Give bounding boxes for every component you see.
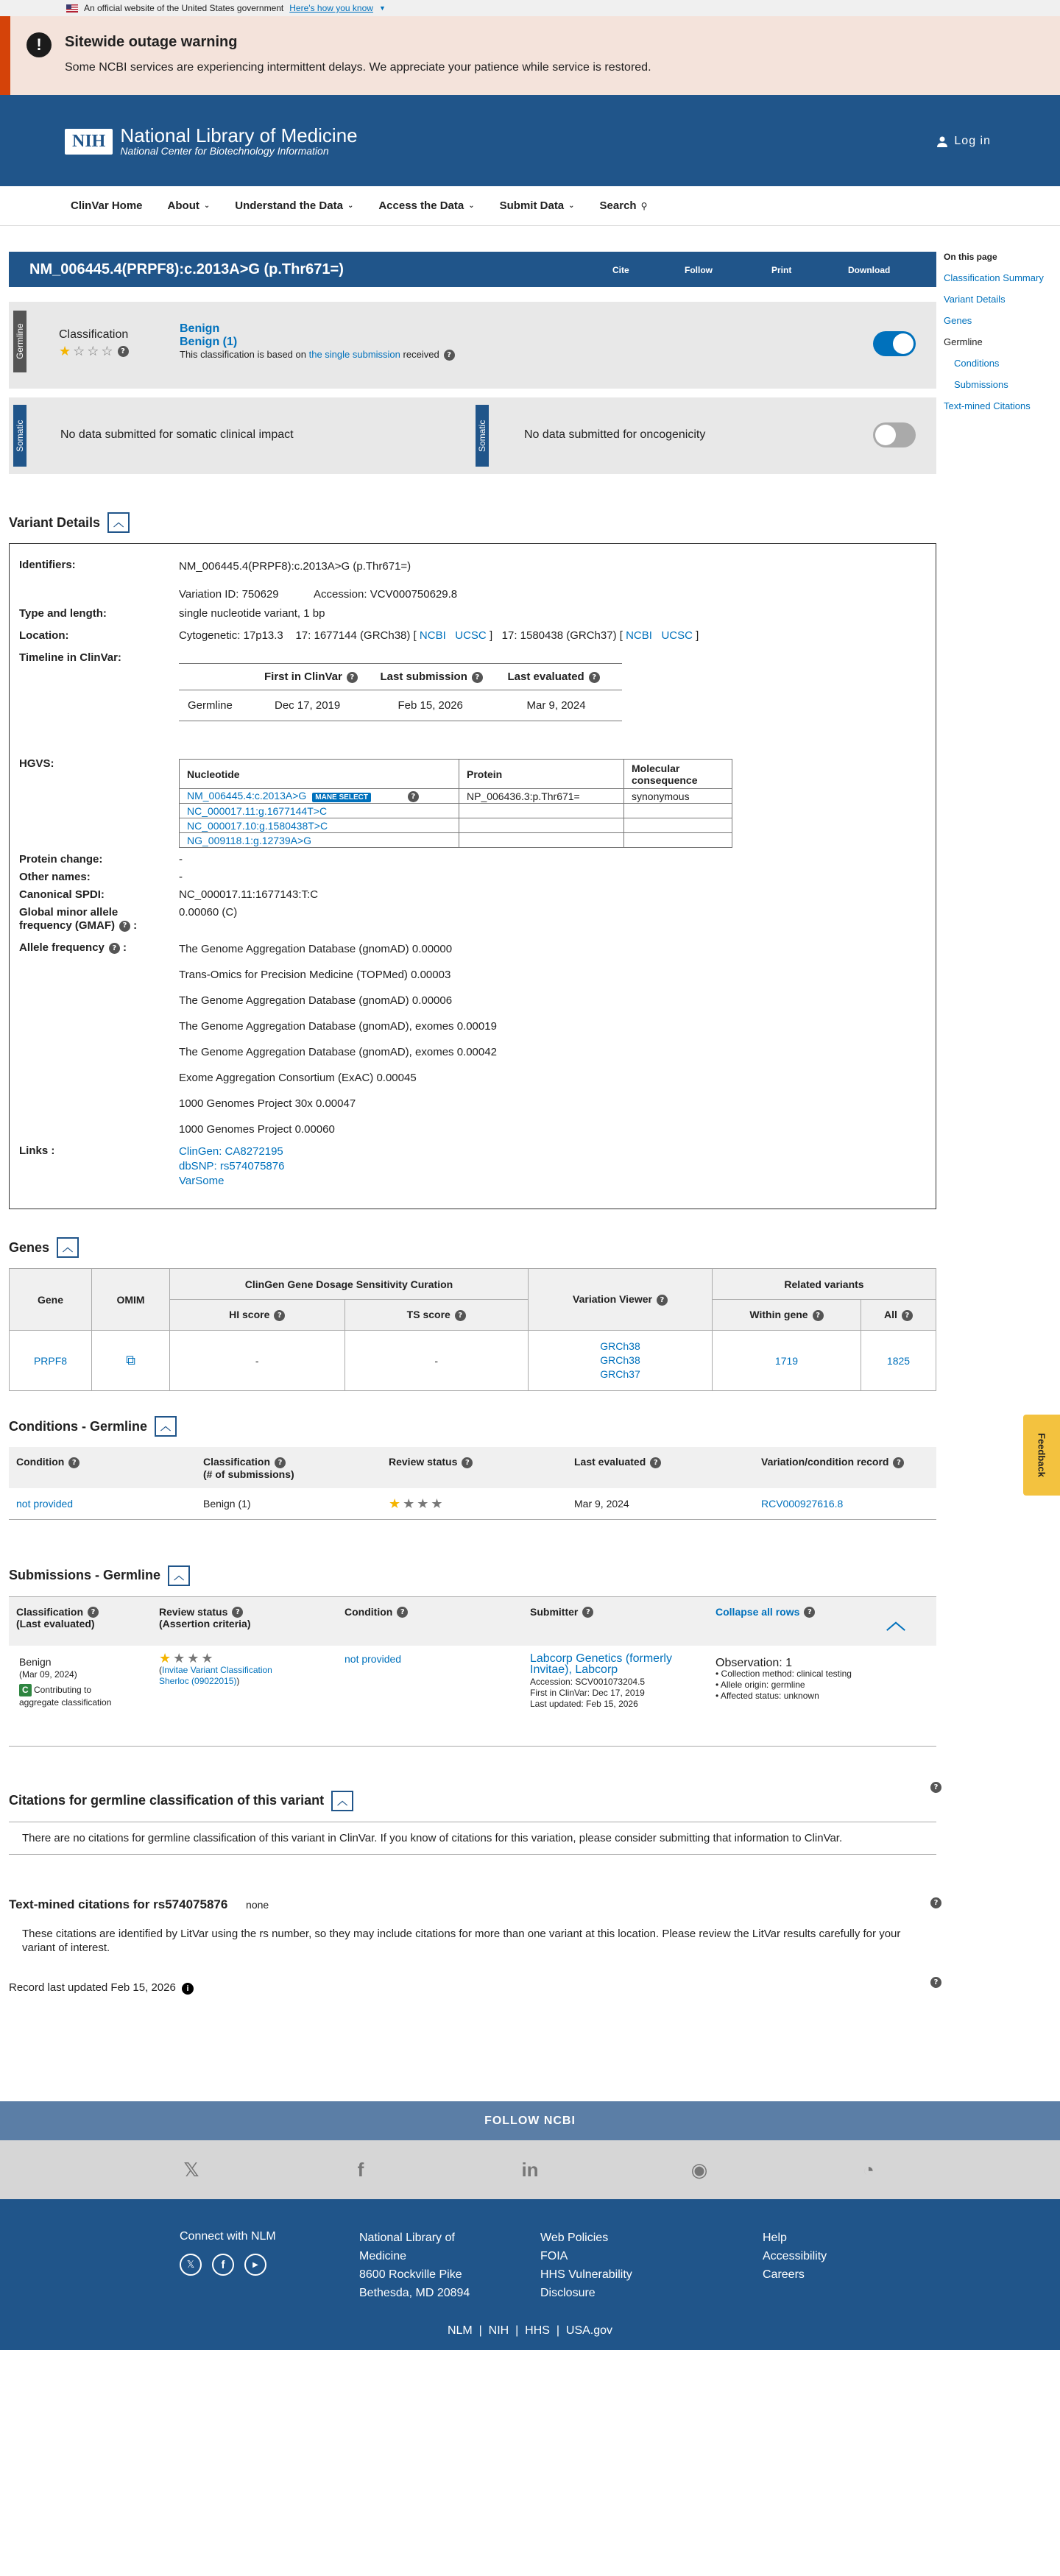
x-icon[interactable]: 𝕏 <box>183 2158 199 2181</box>
chevron-down-icon: ⌄ <box>347 202 354 210</box>
nav-about[interactable] <box>168 199 211 212</box>
ncbi-link[interactable]: NCBI <box>626 629 652 642</box>
basis-text-end: received <box>403 349 439 360</box>
col-header: Condition ? <box>9 1447 196 1488</box>
follow-ncbi-label: FOLLOW NCBI <box>484 2114 576 2127</box>
ucsc-link[interactable]: UCSC <box>661 629 693 642</box>
accessibility-link[interactable]: Accessibility <box>763 2250 827 2262</box>
submission-class: Benign <box>19 1655 52 1668</box>
table-row <box>10 1331 936 1391</box>
help-icon[interactable]: ? <box>657 1295 668 1306</box>
x-icon[interactable]: 𝕏 <box>180 2254 202 2276</box>
submissions-table: Classification ? (Last evaluated) Review status ? (Assertion criteria) Condition ? Submitter ? Collapse all rows ? ︿ Benign (Mar 09, 2024) C Contributing to aggregate classification ★ ★ ★ ★ (Invitae Variant Classification Sherloc (09022015)) not provided Labcorp Genetics (formerly Invitae), Labcorp Accession: SCV001073204.5 First in ClinVar: Dec 17, 2019 Last updated: Feb 15, 2026 Observation: 1 • Collection method: clinical testing • Allele origin: germline • Affected status: unknown <box>9 1596 936 1747</box>
ts-score: - <box>344 1331 529 1391</box>
gov-banner <box>0 0 1060 16</box>
external-link-icon[interactable]: ⧉ <box>126 1353 135 1367</box>
linkedin-icon[interactable]: in <box>521 2158 539 2181</box>
help-icon[interactable]: ? <box>650 1457 661 1468</box>
somatic-tab: Somatic <box>13 405 26 467</box>
nav-label: Search <box>599 199 637 212</box>
col-header: Variation Viewer ? <box>529 1269 713 1331</box>
variant-details-heading <box>9 512 936 533</box>
observation: Observation: 1 <box>716 1656 793 1669</box>
condition-link[interactable]: not provided <box>344 1652 402 1665</box>
basis-text: This classification is based on <box>180 349 306 360</box>
user-icon <box>936 135 948 147</box>
col-header: HI score ? <box>170 1300 345 1331</box>
help-icon[interactable]: ? <box>88 1607 99 1618</box>
col-header: Variation/condition record ? <box>754 1447 936 1488</box>
all-variants-link[interactable]: 1825 <box>886 1354 911 1367</box>
sidebar-item-genes[interactable]: Genes <box>944 315 972 326</box>
variant-title-bar <box>9 252 936 287</box>
youtube-icon[interactable]: ▶ <box>244 2254 266 2276</box>
main-content <box>9 252 939 1995</box>
col-header: Within gene ? <box>713 1300 861 1331</box>
col-header: First in ClinVar ? <box>264 664 381 690</box>
footer-help <box>763 2229 827 2284</box>
other-names-value: - <box>179 871 183 883</box>
citations-text: There are no citations for germline classification of this variant in ClinVar. If you know of citations for this variation, please consider submitting that information to ClinVar. <box>9 1822 936 1855</box>
nih-link[interactable]: NIH <box>488 2324 509 2337</box>
connect-nlm: Connect with NLM <box>180 2230 276 2243</box>
col-header: Molecular consequence <box>624 760 732 789</box>
review-stars: ★ ☆ ☆ ☆ <box>59 344 113 359</box>
on-this-page <box>944 252 1060 422</box>
sidebar-item-germline: Germline <box>944 336 983 347</box>
nav-access[interactable] <box>378 199 474 212</box>
rss-icon[interactable]: ◔ <box>863 2158 875 2181</box>
cite-button[interactable]: Cite <box>612 265 629 275</box>
germline-toggle[interactable] <box>873 331 916 356</box>
protein-change-value: - <box>179 853 183 866</box>
table-row <box>180 818 732 833</box>
genes-table <box>9 1268 936 1391</box>
textmined-text: These citations are identified by LitVar using the rs number, so they may include citations for more than one variant at this location. Please review the LitVar results carefully for your variant of interest. <box>22 1927 901 1954</box>
criteria-link[interactable]: Invitae Variant Classification <box>162 1664 272 1675</box>
section-title: Variant Details <box>9 514 101 530</box>
germline-classification-box <box>9 302 936 389</box>
help-icon[interactable]: ? <box>444 350 455 361</box>
af-item: The Genome Aggregation Database (gnomAD), exomes 0.00042 <box>179 1046 497 1058</box>
gov-banner-text: An official website of the United States government <box>84 3 284 13</box>
identifiers-value: NM_006445.4(PRPF8):c.2013A>G (p.Thr671=) <box>179 560 411 573</box>
foia-link[interactable]: FOIA <box>540 2250 568 2262</box>
clingen-link[interactable]: ClinGen: CA8272195 <box>179 1145 283 1158</box>
observation-bullet: • Collection method: clinical testing <box>716 1668 852 1679</box>
help-icon[interactable]: ? <box>68 1457 80 1468</box>
table-row <box>180 833 732 848</box>
rcv-link[interactable]: RCV000927616.8 <box>761 1497 844 1510</box>
col-header: All ? <box>861 1300 936 1331</box>
timeline-cell: Mar 9, 2024 <box>508 690 622 721</box>
web-policies-link[interactable]: Web Policies <box>540 2232 609 2244</box>
criteria-link[interactable]: Sherloc (09022015) <box>159 1675 237 1686</box>
login-button[interactable] <box>936 135 991 148</box>
condition-classification: Benign (1) <box>203 1497 251 1510</box>
help-icon[interactable]: ? <box>455 1310 466 1321</box>
us-flag-icon <box>66 4 78 13</box>
follow-button[interactable]: Follow <box>685 265 713 275</box>
help-icon[interactable]: ? <box>902 1310 913 1321</box>
af-item: 1000 Genomes Project 0.00060 <box>179 1123 335 1136</box>
contributing-badge: C <box>19 1684 32 1696</box>
hgvs-link[interactable]: NC_000017.10:g.1580438T>C <box>187 819 328 832</box>
github-icon[interactable]: ◉ <box>690 2158 708 2181</box>
af-item: Exome Aggregation Consortium (ExAC) 0.00045 <box>179 1072 417 1084</box>
collapse-icon[interactable]: ︿ <box>107 512 130 533</box>
af-item: The Genome Aggregation Database (gnomAD) 0.00006 <box>179 994 453 1007</box>
help-icon[interactable]: ? <box>930 1782 941 1793</box>
header-title: National Library of Medicine <box>120 124 358 146</box>
citations-heading <box>9 1783 939 1811</box>
identifiers-label: Identifiers: <box>19 559 76 571</box>
protein-change-label: Protein change: <box>19 853 103 866</box>
collapse-icon[interactable]: ︿ <box>57 1237 79 1258</box>
col-header: Review status ? <box>381 1447 567 1488</box>
condition-link[interactable]: not provided <box>16 1497 74 1510</box>
submission-date: (Mar 09, 2024) <box>19 1669 77 1680</box>
other-names-label: Other names: <box>19 871 91 883</box>
chevron-down-icon: ⌄ <box>568 202 575 210</box>
table-row <box>180 789 732 804</box>
submission-first: First in ClinVar: Dec 17, 2019 <box>530 1687 645 1698</box>
col-header: Submitter ? <box>530 1606 593 1618</box>
hhs-link[interactable]: HHS <box>525 2324 550 2337</box>
af-item: 1000 Genomes Project 30x 0.00047 <box>179 1097 356 1110</box>
spdi-value: NC_000017.11:1677143:T:C <box>179 888 319 901</box>
gene-link[interactable]: PRPF8 <box>33 1354 68 1367</box>
gmaf-value: 0.00060 (C) <box>179 906 238 919</box>
help-icon[interactable]: ? <box>118 346 129 357</box>
textmined-heading <box>9 1897 939 1912</box>
conditions-heading <box>9 1416 936 1437</box>
af-list <box>179 936 497 1142</box>
submitter-link[interactable]: Labcorp Genetics (formerly <box>530 1652 672 1665</box>
hgvs-link[interactable]: NM_006445.4:c.2013A>G <box>187 790 307 802</box>
help-icon[interactable]: ? <box>813 1310 824 1321</box>
help-icon[interactable]: ? <box>397 1607 408 1618</box>
hi-score: - <box>170 1331 345 1391</box>
help-icon[interactable]: ? <box>472 672 483 683</box>
classification-count[interactable]: Benign (1) <box>180 336 238 348</box>
footer-policies <box>540 2229 632 2302</box>
exclamation-icon: ! <box>26 32 52 57</box>
collapse-icon[interactable]: ︿ <box>331 1791 353 1811</box>
gmaf-label: Global minor allele frequency (GMAF) ? : <box>19 906 138 932</box>
section-title: Genes <box>9 1239 50 1255</box>
login-label: Log in <box>954 135 991 147</box>
ncbi-link[interactable]: NCBI <box>419 629 446 642</box>
alert-title: Sitewide outage warning <box>65 34 238 50</box>
viewer-link[interactable]: GRCh37 <box>600 1368 640 1380</box>
somatic-toggle[interactable] <box>873 422 916 447</box>
nav-label: Access the Data <box>378 199 464 212</box>
none-label: none <box>246 1898 269 1911</box>
germline-tab: Germline <box>13 311 26 372</box>
help-icon[interactable]: ? <box>462 1457 473 1468</box>
col-header: Protein <box>459 760 624 789</box>
submitter-link[interactable]: Invitae), Labcorp <box>530 1663 618 1676</box>
col-header: Review status ? (Assertion criteria) <box>159 1605 251 1630</box>
feedback-label: Feedback <box>1036 1433 1047 1477</box>
social-links <box>0 2140 1060 2199</box>
submission-updated: Last updated: Feb 15, 2026 <box>530 1698 638 1709</box>
review-stars: ★ ★ ★ ★ <box>389 1496 443 1511</box>
help-icon[interactable]: ? <box>930 1897 941 1908</box>
submission-accession: Accession: SCV001073204.5 <box>530 1676 646 1687</box>
consequence-cell: synonymous <box>624 789 732 804</box>
help-icon[interactable]: ? <box>232 1607 243 1618</box>
variant-details-box <box>9 543 936 1209</box>
protein-cell: NP_006436.3:p.Thr671= <box>459 789 624 804</box>
section-title: Submissions - Germline <box>9 1568 161 1582</box>
contributing-text-2: aggregate classification <box>19 1696 112 1708</box>
table-row <box>180 804 732 818</box>
col-header: TS score ? <box>344 1300 529 1331</box>
footer-bottom-links: NLM | NIH | HHS | USA.gov <box>447 2324 613 2337</box>
bracket: ] <box>489 629 493 642</box>
nlm-link[interactable]: NLM <box>447 2324 473 2337</box>
location-value <box>179 629 699 642</box>
variation-id: Variation ID: 750629 <box>179 588 279 601</box>
viewer-link[interactable]: GRCh38 <box>600 1354 640 1366</box>
somatic-tab-2: Somatic <box>476 405 489 467</box>
nlm-logo[interactable] <box>65 126 358 157</box>
nav-label: Submit Data <box>499 199 565 212</box>
hgvs-link[interactable]: NC_000017.11:g.1677144T>C <box>187 804 328 817</box>
af-label: Allele frequency ? : <box>19 941 127 954</box>
download-button[interactable]: Download <box>848 265 891 275</box>
page-title: NM_006445.4(PRPF8):c.2013A>G (p.Thr671=) <box>29 261 344 277</box>
col-header: Classification ? (Last evaluated) <box>16 1606 99 1630</box>
section-title: Conditions - Germline <box>9 1418 148 1434</box>
alert-bar <box>0 16 10 95</box>
timeline-table <box>179 663 622 721</box>
help-link[interactable]: Help <box>763 2232 787 2244</box>
info-icon[interactable]: i <box>182 1983 194 1995</box>
varsome-link[interactable]: VarSome <box>179 1175 225 1187</box>
cytogenetic: Cytogenetic: 17p13.3 <box>179 629 283 642</box>
sidebar-item-citations[interactable]: Text-mined Citations <box>944 400 1031 411</box>
help-icon[interactable]: ? <box>275 1457 286 1468</box>
chevron-down-icon: ▼ <box>378 4 386 12</box>
facebook-icon[interactable]: f <box>212 2254 234 2276</box>
classification-value[interactable]: Benign <box>180 322 220 335</box>
alert-message: Some NCBI services are experiencing intermittent delays. We appreciate your patience while service is restored. <box>65 61 651 74</box>
nlm-social <box>180 2254 266 2276</box>
mane-badge: MANE SELECT <box>312 793 371 802</box>
timeline-cell: Feb 15, 2026 <box>381 690 508 721</box>
somatic-box <box>9 397 936 474</box>
collapse-icon[interactable]: ︿ <box>168 1565 190 1586</box>
col-header: Related variants <box>713 1269 936 1300</box>
nlm-address: National Library of Medicine 8600 Rockville Pike Bethesda, MD 20894 <box>359 2232 470 2299</box>
sidebar-item-submissions[interactable]: Submissions <box>954 379 1008 390</box>
help-icon[interactable]: ? <box>109 943 120 954</box>
accession: Accession: VCV000750629.8 <box>314 588 458 601</box>
review-stars: ★ ★ ★ ★ <box>159 1650 213 1666</box>
section-title: Text-mined citations for rs574075876 <box>9 1897 228 1911</box>
observation-bullet: • Affected status: unknown <box>716 1690 819 1701</box>
section-title: Citations for germline classification of this variant <box>9 1793 325 1808</box>
record-updated <box>9 1978 939 1995</box>
contributing-text: Contributing to <box>34 1684 92 1695</box>
gov-banner-link[interactable]: Here's how you know <box>289 3 373 13</box>
help-icon[interactable]: ? <box>589 672 600 683</box>
careers-link[interactable]: Careers <box>763 2268 805 2281</box>
within-gene-link[interactable]: 1719 <box>774 1354 799 1367</box>
facebook-icon[interactable]: f <box>357 2158 364 2181</box>
header-subtitle: National Center for Biotechnology Information <box>120 145 329 157</box>
ucsc-link[interactable]: UCSC <box>455 629 487 642</box>
follow-ncbi-bar <box>0 2101 1060 2140</box>
feedback-button[interactable] <box>1023 1415 1060 1496</box>
chevron-up-icon[interactable]: ︿ <box>886 1610 906 1633</box>
somatic-impact-text: No data submitted for somatic clinical impact <box>60 428 294 441</box>
help-icon[interactable]: ? <box>893 1457 904 1468</box>
help-icon[interactable]: ? <box>582 1607 593 1618</box>
timeline-label: Timeline in ClinVar: <box>19 651 121 664</box>
disclosure-link[interactable]: Disclosure <box>540 2287 596 2299</box>
col-header: Condition ? <box>344 1606 408 1618</box>
af-item: The Genome Aggregation Database (gnomAD) 0.00000 <box>179 943 453 955</box>
af-item: Trans-Omics for Precision Medicine (TOPMed) 0.00003 <box>179 969 451 981</box>
condition-evaluated: Mar 9, 2024 <box>574 1497 629 1510</box>
nih-badge: NIH <box>65 129 113 155</box>
col-header: Last evaluated ? <box>508 664 622 690</box>
site-header <box>0 95 1060 186</box>
usagov-link[interactable]: USA.gov <box>565 2324 613 2337</box>
help-icon[interactable]: ? <box>347 672 358 683</box>
links-label: Links : <box>19 1144 55 1157</box>
help-icon[interactable]: ? <box>119 921 130 932</box>
genes-heading <box>9 1237 936 1258</box>
af-item: The Genome Aggregation Database (gnomAD), exomes 0.00019 <box>179 1020 497 1033</box>
main-nav <box>0 186 1060 226</box>
chevron-down-icon: ⌄ <box>203 202 211 210</box>
hgvs-label: HGVS: <box>19 757 54 770</box>
spdi-label: Canonical SPDI: <box>19 888 105 901</box>
sidebar-heading: On this page <box>944 252 997 262</box>
nav-label: ClinVar Home <box>71 199 143 212</box>
sidebar-item-conditions[interactable]: Conditions <box>954 358 1000 369</box>
collapse-all-rows[interactable] <box>716 1606 815 1618</box>
dbsnp-link[interactable]: dbSNP: rs574075876 <box>179 1160 285 1172</box>
timeline-cell: Dec 17, 2019 <box>264 690 381 721</box>
chevron-down-icon: ⌄ <box>468 202 475 210</box>
print-button[interactable]: Print <box>771 265 792 275</box>
col-header: Last submission ? <box>381 664 508 690</box>
nav-label: Understand the Data <box>235 199 343 212</box>
help-icon[interactable]: ? <box>930 1977 941 1988</box>
record-updated-text: Record last updated Feb 15, 2026 <box>9 1981 176 1994</box>
sidebar-item-variant-details[interactable]: Variant Details <box>944 294 1006 305</box>
hhs-vuln-link[interactable]: HHS Vulnerability <box>540 2268 632 2281</box>
type-value: single nucleotide variant, 1 bp <box>179 607 325 620</box>
grch38-loc: 17: 1677144 (GRCh38) [ <box>295 629 417 642</box>
single-submission-link[interactable]: the single submission <box>308 349 400 360</box>
collapse-icon[interactable]: ︿ <box>155 1416 177 1437</box>
help-icon[interactable]: ? <box>408 791 419 802</box>
timeline-cell: Germline <box>179 690 264 721</box>
type-label: Type and length: <box>19 607 107 620</box>
oncogenicity-text: No data submitted for oncogenicity <box>524 428 706 441</box>
observation-bullet: • Allele origin: germline <box>716 1679 805 1690</box>
col-header: Nucleotide <box>180 760 459 789</box>
outage-alert <box>0 16 1060 95</box>
table-row <box>9 1488 936 1519</box>
conditions-table <box>9 1447 936 1520</box>
col-header: Last evaluated ? <box>567 1447 754 1488</box>
col-header: OMIM <box>92 1269 170 1331</box>
col-header: Gene <box>10 1269 92 1331</box>
viewer-link[interactable]: GRCh38 <box>600 1340 640 1352</box>
collapse-link[interactable]: Collapse all rows <box>716 1605 800 1618</box>
nav-submit[interactable] <box>500 199 575 212</box>
bracket: ] <box>696 629 699 642</box>
sidebar-item-classification[interactable]: Classification Summary <box>944 272 1044 283</box>
nav-clinvar-home[interactable] <box>71 199 143 212</box>
search-icon: ⚲ <box>640 200 648 211</box>
submissions-heading <box>9 1565 936 1586</box>
col-header: Classification ? (# of submissions) <box>203 1456 294 1480</box>
site-footer <box>0 2199 1060 2350</box>
nav-understand[interactable] <box>235 199 353 212</box>
grch37-loc: 17: 1580438 (GRCh37) [ <box>501 629 623 642</box>
nav-label: About <box>167 199 199 212</box>
classification-label: Classification <box>59 328 129 341</box>
hgvs-link[interactable]: NG_009118.1:g.12739A>G <box>187 834 312 846</box>
nav-search[interactable] <box>600 199 648 212</box>
hgvs-table <box>179 759 732 848</box>
location-label: Location: <box>19 629 69 642</box>
help-icon[interactable]: ? <box>804 1607 815 1618</box>
help-icon[interactable]: ? <box>274 1310 285 1321</box>
col-header: ClinGen Gene Dosage Sensitivity Curation <box>170 1269 529 1300</box>
